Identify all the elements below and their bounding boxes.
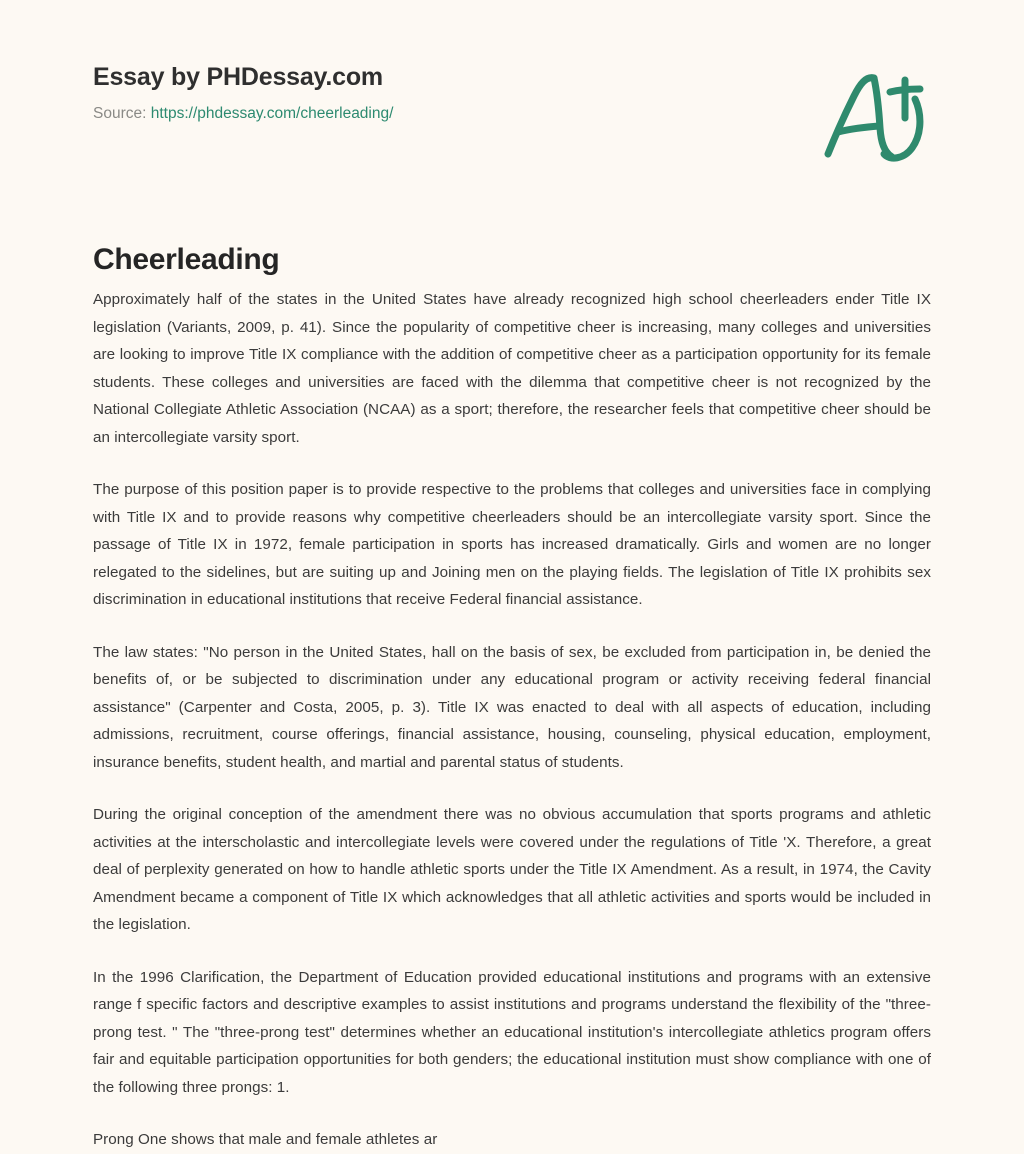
a-plus-logo-icon [812,62,932,172]
paragraph: During the original conception of the amendment there was no obvious accumulation that sports programs and athletic activities at the interscholastic and intercollegiate levels were covered under the regulations of Title 'X. Therefore, a great deal of perplexity generated on how to handle athletic sports under the Title IX Amendment. As a result, in 1974, the Cavity Amendment became a component of Title IX which acknowledges that all athletic activities and sports would be included in the legislation. [93,806,931,933]
source-url-link[interactable]: https://phdessay.com/cheerleading/ [150,105,394,122]
page-title: Cheerleading [93,243,280,277]
page-header [93,62,933,124]
paragraph-truncated: Prong One shows that male and female athletes ar [93,1131,438,1148]
brand-title: Essay by PHDessay.com [93,63,383,91]
paragraph: The purpose of this position paper is to provide respective to the problems that colleges and universities face in complying with Title IX and to provide reasons why competitive cheerleaders should be an intercollegiate varsity sport. Since the passage of Title IX in 1972, female participation in sports has increased dramatically. Girls and women are no longer relegated to the sidelines, but are suiting up and Joining men on the playing fields. The legislation of Title IX prohibits sex discrimination in educational institutions that receive Federal financial assistance. [93,481,931,608]
essay-body [93,286,931,1154]
source-line [93,104,933,124]
source-label: Source: [93,105,147,122]
paragraph: In the 1996 Clarification, the Department of Education provided educational institutions and programs with an extensive range f specific factors and descriptive examples to assist institutions and programs understand the flexibility of the "three-prong test. " The "three-prong test" determines whether an educational institution's intercollegiate athletics program offers fair and equitable participation opportunities for both genders; the educational institution must show compliance with one of the following three prongs: 1. [93,968,931,1096]
paragraph: Approximately half of the states in the United States have already recognized high school cheerleaders ender Title IX legislation (Variants, 2009, p. 41). Since the popularity of competitive cheer is increasing, many colleges and universities are looking to improve Title IX compliance with the addition of competitive cheer as a participation opportunity for its female students. These colleges and universities are faced with the dilemma that competitive cheer is not recognized by the National Collegiate Athletic Association (NCAA) as a sport; therefore, the researcher feels that competitive cheer should be an intercollegiate varsity sport. [93,291,931,446]
paragraph: The law states: "No person in the United States, hall on the basis of sex, be excluded from participation in, be denied the benefits of, or be subjected to discrimination under any educational program or activity receiving federal financial assistance" (Carpenter and Costa, 2005, p. 3). Title IX was enacted to deal with all aspects of education, including admissions, recruitment, course offerings, financial assistance, housing, counseling, physical education, employment, insurance benefits, student health, and martial and parental status of students. [93,643,931,771]
a-plus-logo[interactable] [812,62,932,172]
